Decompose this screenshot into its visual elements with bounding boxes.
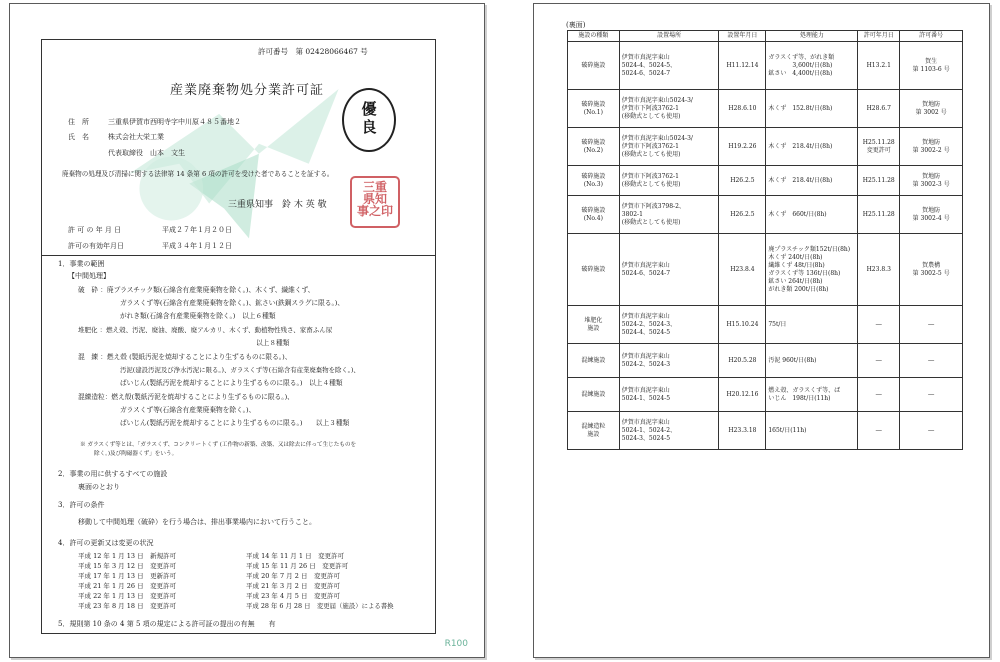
cell-install-date: H15.10.24 (719, 306, 766, 344)
facilities-heading: 2．事業の用に供するすべての施設 (58, 470, 168, 478)
cell-facility-type: 破砕施設 (No.4) (568, 196, 620, 234)
col-permit-number: 許可番号 (900, 31, 963, 42)
cell-facility-type: 堆肥化 施設 (568, 306, 620, 344)
scope-line: ばいじん(製紙汚泥を焼却することにより生ずるものに限る。) 以上３種類 (120, 419, 350, 427)
permit-date: 平成２７年１月２０日 (162, 226, 232, 234)
page-title: 産業廃棄物処分業許可証 (169, 83, 324, 98)
cell-permit-number: 賀地防 第 3002-2 号 (900, 128, 963, 166)
history-entry: 平成 21 年 3 月 2 日 変更許可 (246, 582, 340, 590)
col-capacity: 処理能力 (766, 31, 858, 42)
col-location: 設置場所 (619, 31, 719, 42)
table-row (568, 128, 963, 166)
cell-permit-date: H23.8.3 (858, 234, 900, 306)
cell-capacity: 75t/日 (766, 306, 858, 344)
cell-capacity: 木くず 152.8t/日(8h) (766, 90, 858, 128)
note-line: 除く。)及び陶磁器くず」をいう。 (94, 451, 178, 457)
cell-permit-number: 賀生 第 1103-6 号 (900, 42, 963, 90)
cell-permit-date: ― (858, 306, 900, 344)
cell-permit-number: 賀農構 第 3002-5 号 (900, 234, 963, 306)
cell-permit-date: ― (858, 378, 900, 412)
note-line: ※ ガラスくず等とは、「ガラスくず、コンクリートくず (工作物の新築、改築、又は除去に伴って生じたものを (80, 442, 357, 448)
cell-install-date: H20.12.16 (719, 378, 766, 412)
cell-install-date: H26.2.5 (719, 166, 766, 196)
table-header-row (568, 31, 963, 42)
cell-install-date: H28.6.10 (719, 90, 766, 128)
table-row (568, 412, 963, 450)
scope-line: 混練造粒：燃え殻(製紙汚泥を焼却することにより生ずるものに限る。)、 (78, 393, 294, 401)
history-entry: 平成 15 年 3 月 12 日 変更許可 (78, 562, 177, 570)
cell-install-date: H23.8.4 (719, 234, 766, 306)
history-entry: 平成 20 年 7 月 2 日 変更許可 (246, 572, 340, 580)
table-row (568, 234, 963, 306)
cell-permit-number: 賀地防 第 3002-4 号 (900, 196, 963, 234)
cell-facility-type: 混練施設 (568, 344, 620, 378)
history-entry: 平成 21 年 1 月 26 日 変更許可 (78, 582, 177, 590)
scope-line: 破 砕 ：廃プラスチック類(石綿含有産業廃棄物を除く。)、木くず、繊維くず、 (78, 286, 315, 294)
scope-line: ばいじん(製紙汚泥を焼却することにより生ずるものに限る。) 以上４種類 (120, 379, 343, 387)
issuer: 三重県知事 鈴 木 英 敬 (228, 200, 327, 210)
address-value: 三重県伊賀市西明寺字中川原４８５番地２ (108, 118, 241, 126)
cell-permit-date: H25.11.28 変更許可 (858, 128, 900, 166)
cell-permit-date: H13.2.1 (858, 42, 900, 90)
permit-back-page (533, 3, 990, 658)
cell-install-date: H19.2.26 (719, 128, 766, 166)
cell-permit-number: 賀地防 第 3002-3 号 (900, 166, 963, 196)
cell-facility-type: 破砕施設 (No.1) (568, 90, 620, 128)
permit-number: 許可番号 第 02428066467 号 (258, 47, 368, 56)
col-install-date: 設置年月日 (719, 31, 766, 42)
representative: 代表取締役 山本 文生 (108, 149, 185, 157)
cell-permit-number: ― (900, 378, 963, 412)
cell-location: 伊賀市真泥字東山 5024-2、5024-3 (619, 344, 719, 378)
scope-line: 堆肥化 ：燃え殻、汚泥、廃油、廃酸、廃アルカリ、木くず、動植物性残さ、家畜ふん尿 (78, 326, 333, 334)
address-label: 住 所 (68, 118, 89, 126)
scope-line: 汚泥(建設汚泥及び浄水汚泥に限る。)、ガラスくず等(石綿含有産業廃棄物を除く。)、 (120, 366, 360, 374)
table-row (568, 196, 963, 234)
history-entry: 平成 15 年 11 月 26 日 変更許可 (246, 562, 349, 570)
cell-capacity: 廃プラスチック類152t/日(8h) 木くず 240t/日(8h) 繊維くず 48t/日(8h) ガラスくず等 136t/日(8h) 鉱さい 264t/日(8h) がれき類 200t/日(8h) (766, 234, 858, 306)
certification-statement: 廃棄物の処理及び清掃に関する法律第 14 条第 6 項の許可を受けた者であることを証する。 (62, 170, 334, 178)
table-row (568, 90, 963, 128)
cell-location: 伊賀市真泥字東山 5024-1、5024-2、 5024-3、5024-5 (619, 412, 719, 450)
back-side-label: (裏面) (566, 21, 586, 29)
cell-permit-number: 賀地防 第 3002 号 (900, 90, 963, 128)
conditions-heading: 3．許可の条件 (58, 501, 105, 509)
conditions-text: 移動して中間処理（破砕）を行う場合は、排出事業場内において行うこと。 (78, 518, 316, 526)
cell-location: 伊賀市下阿波3762-1 (移動式としても使用) (619, 166, 719, 196)
facilities-table (567, 30, 963, 450)
history-entry: 平成 17 年 1 月 13 日 更新許可 (78, 572, 177, 580)
cell-capacity: ガラスくず等、がれき類 3,600t/日(8h) 鉱さい 4,400t/日(8h) (766, 42, 858, 90)
governor-seal-stamp: 三重 県知 事之印 (350, 176, 400, 228)
cell-location: 伊賀市真泥字東山5024-3/ 伊賀市下阿波3762-1 (移動式としても使用) (619, 128, 719, 166)
cell-location: 伊賀市真泥字東山 5024-2、5024-3、 5024-4、5024-5 (619, 306, 719, 344)
cell-facility-type: 破砕施設 (No.3) (568, 166, 620, 196)
scope-line: 以上８種類 (256, 339, 290, 347)
history-entry: 平成 23 年 4 月 5 日 変更許可 (246, 592, 340, 600)
cell-capacity: 木くず 660t/日(8h) (766, 196, 858, 234)
cell-capacity: 木くず 218.4t/日(8h) (766, 128, 858, 166)
expiry-date-label: 許可の有効年月日 (68, 242, 124, 250)
history-heading: 4．許可の更新又は変更の状況 (58, 539, 154, 547)
permit-date-label: 許 可 の 年 月 日 (68, 226, 122, 234)
history-entry: 平成 28 年 6 月 28 日 変更届（施設）による書換 (246, 602, 394, 610)
scope-line: がれき類(石綿含有産業廃棄物を除く。) 以上６種類 (120, 312, 276, 320)
scope-line: ガラスくず等(石綿含有産業廃棄物を除く。)、鉱さい(鉄鋼スラグに限る。)、 (120, 299, 345, 307)
expiry-date: 平成３４年１月１２日 (162, 242, 232, 250)
cell-install-date: H20.5.28 (719, 344, 766, 378)
scope-subheading: 【中間処理】 (68, 272, 110, 280)
permit-front-page (9, 3, 485, 658)
cell-facility-type: 混練施設 (568, 378, 620, 412)
scope-line: ガラスくず等(石綿含有産業廃棄物を除く。)、 (120, 406, 256, 414)
col-permit-date: 許可年月日 (858, 31, 900, 42)
submission-item: 5．規則第 10 条の 4 第 5 項の規定による許可証の提出の有無 有 (58, 620, 276, 628)
cell-facility-type: 破砕施設 (568, 42, 620, 90)
footer-code: R100 (444, 639, 468, 649)
cell-location: 伊賀市真泥字東山 5024-1、5024-5 (619, 378, 719, 412)
cell-capacity: 木くず 218.4t/日(8h) (766, 166, 858, 196)
cell-permit-date: H28.6.7 (858, 90, 900, 128)
history-entry: 平成 12 年 1 月 13 日 新規許可 (78, 552, 177, 560)
table-row (568, 42, 963, 90)
table-row (568, 344, 963, 378)
cell-location: 伊賀市真泥字東山5024-3/ 伊賀市下阿波3762-1 (移動式としても使用) (619, 90, 719, 128)
cell-permit-date: ― (858, 412, 900, 450)
cell-permit-date: H25.11.28 (858, 196, 900, 234)
cell-capacity: 燃え殻、ガラスくず等、ば いじん 198t/日(11h) (766, 378, 858, 412)
divider (41, 255, 436, 256)
scope-heading: 1．事業の範囲 (58, 260, 105, 268)
scope-line: 混 練 ：燃え殻 (製紙汚泥を焼却することにより生ずるものに限る。)、 (78, 353, 292, 361)
cell-permit-number: ― (900, 344, 963, 378)
cell-facility-type: 混練造粒 施設 (568, 412, 620, 450)
cell-facility-type: 破砕施設 (No.2) (568, 128, 620, 166)
name-label: 氏 名 (68, 133, 89, 141)
cell-location: 伊賀市下阿波3798-2、 3802-1 (移動式としても使用) (619, 196, 719, 234)
facilities-text: 裏面のとおり (78, 483, 120, 491)
col-facility-type: 施設の種類 (568, 31, 620, 42)
cell-capacity: 165t/日(11h) (766, 412, 858, 450)
cell-location: 伊賀市真泥字東山 5024-4、5024-5、 5024-6、5024-7 (619, 42, 719, 90)
cell-install-date: H26.2.5 (719, 196, 766, 234)
cell-capacity: 汚泥 960t/日(8h) (766, 344, 858, 378)
table-row (568, 378, 963, 412)
excellent-operator-badge (342, 88, 396, 152)
cell-permit-number: ― (900, 412, 963, 450)
history-entry: 平成 14 年 11 月 1 日 変更許可 (246, 552, 345, 560)
cell-location: 伊賀市真泥字東山 5024-6、5024-7 (619, 234, 719, 306)
cell-install-date: H23.3.18 (719, 412, 766, 450)
cell-permit-date: H25.11.28 (858, 166, 900, 196)
cell-permit-date: ― (858, 344, 900, 378)
table-row (568, 166, 963, 196)
table-row (568, 306, 963, 344)
cell-facility-type: 破砕施設 (568, 234, 620, 306)
history-entry: 平成 22 年 1 月 13 日 変更許可 (78, 592, 177, 600)
grade-char-2: 良 (361, 118, 377, 136)
history-entry: 平成 23 年 8 月 18 日 変更許可 (78, 602, 177, 610)
company-name: 株式会社大栄工業 (108, 133, 164, 141)
cell-install-date: H11.12.14 (719, 42, 766, 90)
grade-char-1: 優 (361, 100, 377, 118)
cell-permit-number: ― (900, 306, 963, 344)
